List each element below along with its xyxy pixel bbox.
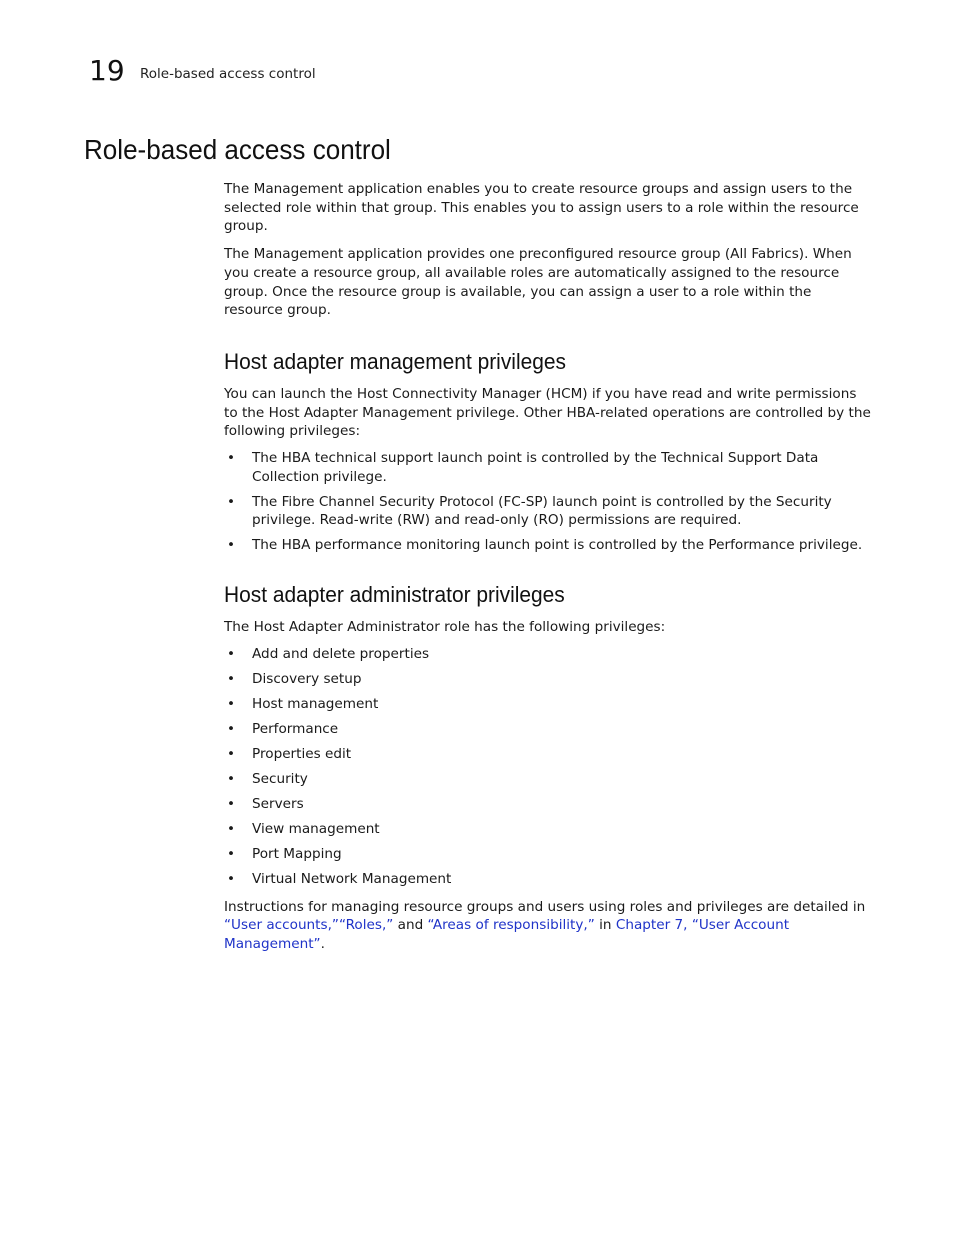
list-item [224,449,872,486]
closing-and-text: and [393,917,428,934]
administrator-intro: The Host Adapter Administrator role has the following privileges: [224,619,666,636]
bullet-icon: • [227,845,236,862]
bullet-icon: • [227,670,236,687]
bullet-icon: • [227,820,236,837]
privilege-list [224,645,872,889]
list-item-text: The Fibre Channel Security Protocol (FC-SP) launch point is controlled by the Security privilege. Read-write (RW) and read-only (RO) permissions are required. [252,493,832,529]
list-item-text: Properties edit [252,745,352,762]
closing-end-text: . [320,935,325,952]
intro-paragraph-2: The Management application provides one preconfigured resource group (All Fabrics). When you create a resource group, all available roles are automatically assigned to the resource group. Once the resource group is available, you can assign a user to a role within the resource group. [224,246,852,319]
list-item [224,493,872,530]
list-item-text: Add and delete properties [252,645,430,662]
list-item-text: Host management [252,695,379,712]
list-item [224,745,872,764]
list-item-text: The HBA performance monitoring launch point is controlled by the Performance privilege. [252,537,863,554]
list-item-text: Security [252,770,308,787]
closing-in-text: in [594,917,616,934]
list-item-text: Performance [252,720,339,737]
bullet-icon: • [227,645,236,662]
link-areas-of-responsibility[interactable]: “Areas of responsibility,” [427,917,595,934]
section-heading-administrator: Host adapter administrator privileges [224,582,565,608]
management-bullet-list [224,449,872,555]
list-item-text: View management [252,820,380,837]
bullet-icon: • [227,493,236,510]
bullet-icon: • [227,720,236,737]
list-item-text: Discovery setup [252,670,362,687]
link-chapter-7[interactable]: Chapter 7, “User Account Management” [224,917,790,952]
list-item-text: Servers [252,795,304,812]
list-item [224,795,872,814]
list-item [224,770,872,789]
list-item-text: Port Mapping [252,845,342,862]
bullet-icon: • [227,745,236,762]
page-title: Role-based access control [84,134,391,165]
bullet-icon: • [227,870,236,887]
link-user-accounts[interactable]: “User accounts,” [224,917,339,934]
closing-text: Instructions for managing resource groups and users using roles and privileges are detailed in [224,898,866,915]
list-item-text: The HBA technical support launch point is controlled by the Technical Support Data Collection privilege. [252,450,819,485]
list-item [224,820,872,839]
list-item [224,870,872,889]
closing-paragraph [224,898,872,954]
list-item [224,845,872,864]
list-item [224,536,872,555]
list-item [224,645,872,664]
bullet-icon: • [227,695,236,712]
list-item [224,695,872,714]
list-item-text: Virtual Network Management [252,870,452,887]
link-roles[interactable]: “Roles,” [338,917,394,934]
body-column [224,180,872,954]
management-intro: You can launch the Host Connectivity Manager (HCM) if you have read and write permissions to the Host Adapter Management privilege. Other HBA-related operations are controlled by the following privileges: [224,385,871,440]
bullet-icon: • [227,770,236,787]
bullet-icon: • [227,537,236,554]
bullet-icon: • [227,795,236,812]
chapter-number: 19 [89,54,125,87]
section-heading-management: Host adapter management privileges [224,348,566,374]
list-item [224,670,872,689]
running-title: Role-based access control [140,66,316,82]
list-item [224,720,872,739]
intro-paragraph-1: The Management application enables you to create resource groups and assign users to the selected role within that group. This enables you to assign users to a role within the resource group. [224,181,859,235]
bullet-icon: • [227,450,236,467]
